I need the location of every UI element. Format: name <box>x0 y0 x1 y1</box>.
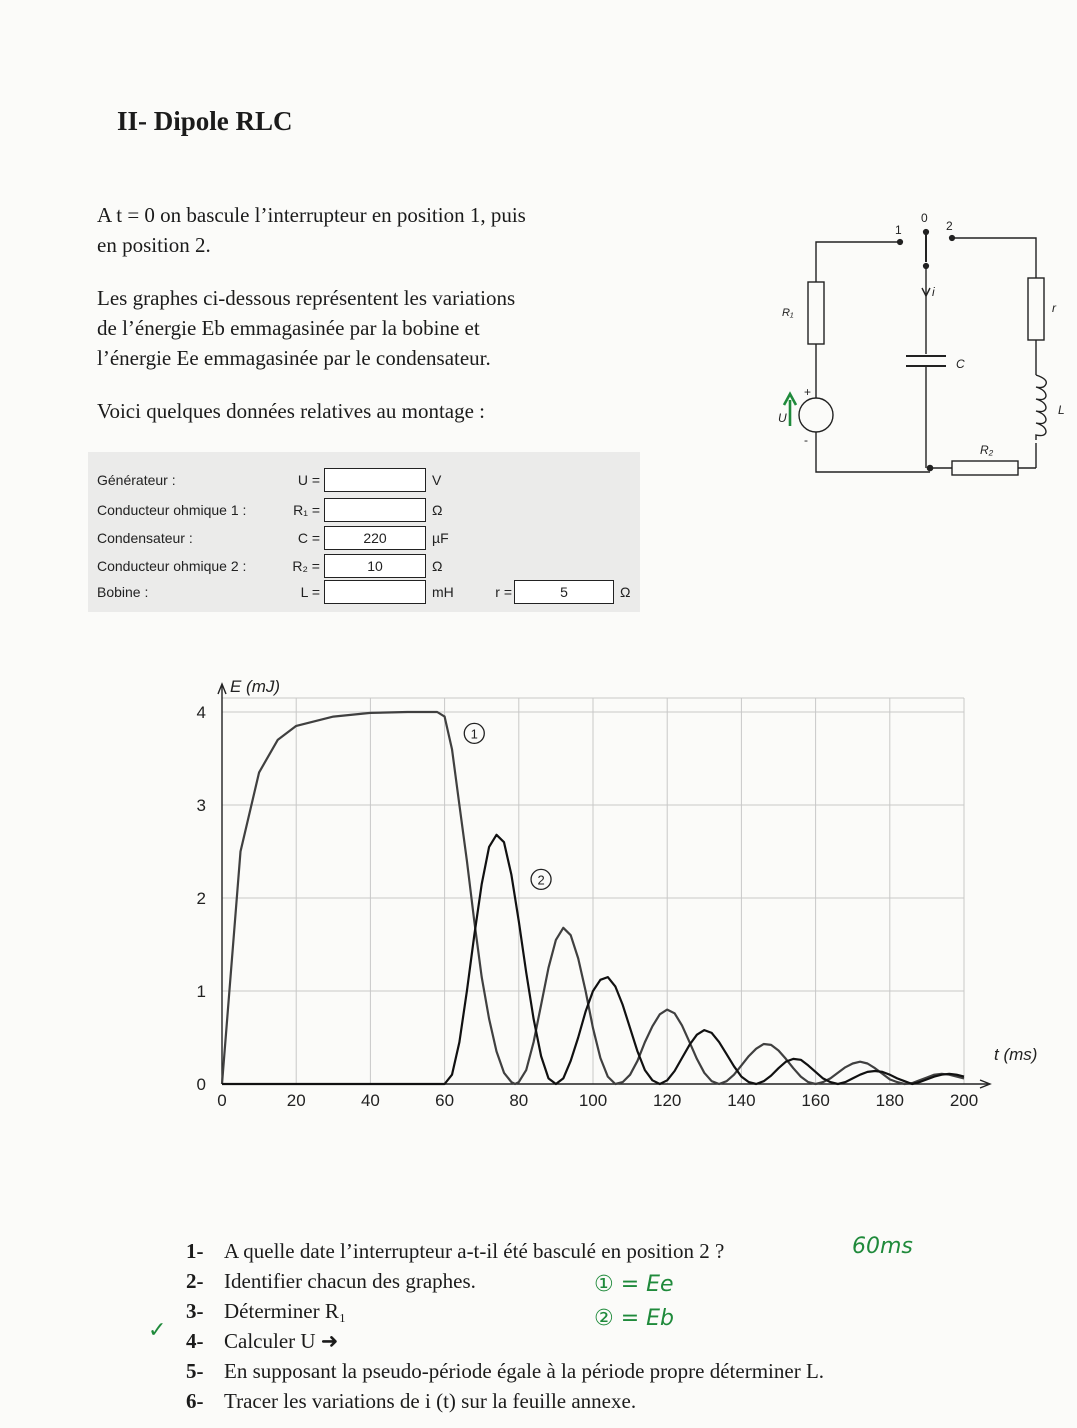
generator-plus-sign: + <box>804 385 812 399</box>
data-row-unit: Ω <box>432 558 443 574</box>
data-row-unit: V <box>432 472 442 488</box>
y-axis-label: E (mJ) <box>230 677 281 696</box>
generator-minus-sign: - <box>804 433 808 447</box>
capacitor-label: C <box>956 357 965 371</box>
handwritten-margin-check: ✓ <box>148 1318 167 1343</box>
handwritten-answer-1: 60ms <box>852 1234 913 1259</box>
resistor-r <box>1028 278 1044 340</box>
data-row-label: Bobine : <box>97 584 149 600</box>
question-number: 3- <box>186 1299 204 1323</box>
question-number: 1- <box>186 1239 204 1263</box>
question-number: 4- <box>186 1329 204 1353</box>
handwritten-answer-2a: ① = Ee <box>594 1272 674 1297</box>
question-text: Tracer les variations de i (t) sur la feuille annexe. <box>224 1389 637 1413</box>
resistor-r2 <box>952 461 1018 475</box>
question-text: Calculer U <box>224 1329 316 1353</box>
data-row-resistor-1 <box>88 498 640 522</box>
data-row-label: Conducteur ohmique 2 : <box>97 558 247 574</box>
section-title: II- Dipole RLC <box>117 106 293 136</box>
data-row-label: Conducteur ohmique 1 : <box>97 502 247 518</box>
question-text: Déterminer R₁ <box>224 1299 347 1323</box>
x-tick-label: 140 <box>727 1091 756 1110</box>
question-4 <box>186 1326 824 1356</box>
data-row-unit: mH <box>432 584 454 600</box>
data-row-symbol: U = <box>297 472 320 488</box>
graph-description <box>97 283 515 373</box>
questions-list <box>186 1236 824 1416</box>
question-text: A quelle date l’interrupteur a-t-il été basculé en position 2 ? <box>224 1239 725 1263</box>
generator-label: U <box>778 411 787 425</box>
x-axis-label: t (ms) <box>994 1045 1038 1064</box>
x-tick-label: 0 <box>217 1091 227 1110</box>
x-tick-label: 80 <box>509 1091 529 1110</box>
r-label: r <box>1052 301 1056 315</box>
y-tick-label: 3 <box>196 796 206 815</box>
graph-description-line-3: l’énergie Ee emmagasinée par le condensateur. <box>97 346 491 370</box>
switch-label-0: 0 <box>921 211 928 225</box>
curve-annotation-label: 1 <box>470 726 478 742</box>
question-1 <box>186 1236 824 1266</box>
data-row-generator <box>88 468 640 492</box>
y-tick-label: 2 <box>196 889 206 908</box>
r2-label: R₂ <box>980 443 994 457</box>
x-tick-label: 120 <box>653 1091 682 1110</box>
coil-resistance-input[interactable]: 5 <box>514 580 614 604</box>
data-row-extra-unit: Ω <box>620 584 631 600</box>
switch-label-2: 2 <box>946 219 953 233</box>
data-row-unit: µF <box>432 530 449 546</box>
x-tick-label: 200 <box>949 1091 979 1110</box>
r1-input[interactable] <box>324 498 426 522</box>
x-tick-label: 100 <box>578 1091 608 1110</box>
intro-paragraph <box>97 200 526 260</box>
inductor-label: L <box>1058 403 1065 417</box>
graph-description-line-2: de l’énergie Eb emmagasinée par la bobine et <box>97 316 480 340</box>
y-tick-label: 4 <box>196 703 206 722</box>
question-number: 6- <box>186 1389 204 1413</box>
question-2 <box>186 1266 824 1296</box>
data-row-symbol: C = <box>297 530 320 546</box>
right-top-wire <box>952 238 1036 278</box>
data-row-resistor-2 <box>88 554 640 578</box>
question-6 <box>186 1386 824 1416</box>
data-row-capacitor <box>88 526 640 550</box>
data-row-label: Générateur : <box>97 472 176 488</box>
question-text: En supposant la pseudo-période égale à la période propre déterminer L. <box>224 1359 825 1383</box>
question-number: 2- <box>186 1269 204 1293</box>
data-intro: Voici quelques données relatives au montage : <box>97 399 486 423</box>
energy-chart <box>180 676 1070 1116</box>
x-tick-label: 40 <box>360 1091 380 1110</box>
intro-line-1: A t = 0 on bascule l’interrupteur en position 1, puis <box>97 203 526 227</box>
rlc-circuit-diagram <box>760 200 1070 490</box>
current-label: i <box>932 285 935 299</box>
x-tick-label: 60 <box>435 1091 455 1110</box>
data-row-unit: Ω <box>432 502 443 518</box>
resistor-r1 <box>808 282 824 344</box>
question-5 <box>186 1356 824 1386</box>
switch-contact-1 <box>898 240 903 245</box>
coil-inductor <box>1036 375 1046 440</box>
data-panel <box>88 452 640 612</box>
graph-description-line-1: Les graphes ci-dessous représentent les variations <box>97 286 516 310</box>
data-row-extra-symbol: r = <box>495 584 512 600</box>
y-tick-label: 0 <box>196 1075 206 1094</box>
handwritten-answer-2b: ② = Eb <box>594 1306 675 1331</box>
x-tick-label: 180 <box>875 1091 904 1110</box>
data-row-symbol: L = <box>300 584 320 600</box>
data-row-symbol: R₂ = <box>292 558 320 574</box>
r2-input[interactable]: 10 <box>324 554 426 578</box>
capacitance-input[interactable]: 220 <box>324 526 426 550</box>
data-row-label: Condensateur : <box>97 530 193 546</box>
data-row-symbol: R₁ = <box>293 502 320 518</box>
switch-contact-2 <box>950 236 955 241</box>
x-tick-label: 160 <box>801 1091 830 1110</box>
data-row-coil <box>88 580 640 604</box>
voltage-input[interactable] <box>324 468 426 492</box>
junction-node <box>927 465 932 470</box>
r1-label: R₁ <box>782 307 794 319</box>
generator-symbol <box>799 398 833 432</box>
arrow-mark-icon: ➜ <box>320 1329 339 1353</box>
curve-annotation-label: 2 <box>537 872 545 888</box>
intro-line-2: en position 2. <box>97 233 211 257</box>
x-tick-label: 20 <box>286 1091 306 1110</box>
inductance-input[interactable] <box>324 580 426 604</box>
y-tick-label: 1 <box>196 982 206 1001</box>
question-text: Identifier chacun des graphes. <box>224 1269 476 1293</box>
question-3 <box>186 1296 824 1326</box>
question-number: 5- <box>186 1359 204 1383</box>
switch-label-1: 1 <box>895 223 902 237</box>
